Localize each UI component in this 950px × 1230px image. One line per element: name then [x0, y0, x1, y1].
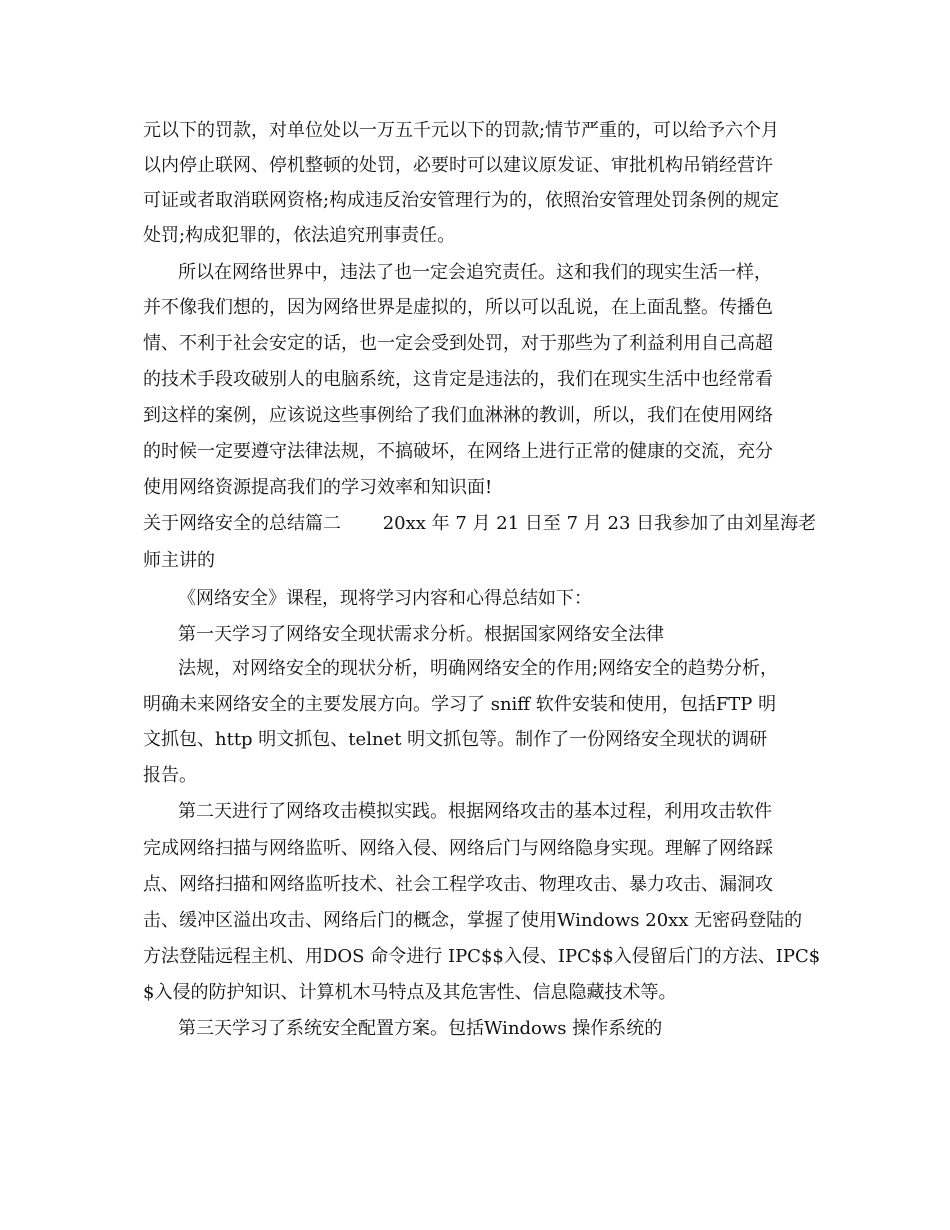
- text-line: 方法登陆远程主机、用DOS 命令进行 IPC$$入侵、IPC$$入侵留后门的方法、IPC$: [143, 946, 821, 967]
- text-line: 到这样的案例，应该说这些事例给了我们血淋淋的教训，所以，我们在使用网络: [143, 405, 773, 426]
- text-line: 以内停止联网、停机整顿的处罚，必要时可以建议原发证、审批机构吊销经营许: [143, 155, 773, 176]
- text-line: 报告。: [143, 765, 197, 786]
- text-line: 处罚;构成犯罪的，依法追究刑事责任。: [143, 225, 456, 246]
- text-line: 《网络安全》课程，现将学习内容和心得总结如下：: [178, 588, 592, 609]
- text-line: 文抓包、http 明文抓包、telnet 明文抓包等。制作了一份网络安全现状的调研: [143, 729, 768, 750]
- text-line: 使用网络资源提高我们的学习效率和知识面!: [143, 477, 493, 498]
- text-line: 可证或者取消联网资格;构成违反治安管理行为的，依照治安管理处罚条例的规定: [143, 190, 780, 211]
- text-line: 情、不利于社会安定的话，也一定会受到处罚，对于那些为了利益利用自己高超: [143, 333, 773, 354]
- text-line: 的时候一定要遵守法律法规，不搞破坏，在网络上进行正常的健康的交流，充分: [143, 441, 773, 462]
- text-line: $入侵的防护知识、计算机木马特点及其危害性、信息隐藏技术等。: [143, 982, 677, 1003]
- text-line: 明确未来网络安全的主要发展方向。学习了 sniff 软件安装和使用，包括FTP 明: [143, 694, 777, 715]
- text-line: 第二天进行了网络攻击模拟实践。根据网络攻击的基本过程，利用攻击软件: [178, 801, 772, 822]
- text-line: 法规，对网络安全的现状分析，明确网络安全的作用;网络安全的趋势分析，: [178, 658, 779, 679]
- text-line: 第三天学习了系统安全配置方案。包括Windows 操作系统的: [178, 1018, 663, 1039]
- text-line: 点、网络扫描和网络监听技术、社会工程学攻击、物理攻击、暴力攻击、漏洞攻: [143, 874, 773, 895]
- text-line: 第一天学习了网络安全现状需求分析。根据国家网络安全法律: [178, 624, 664, 645]
- text-line: 完成网络扫描与网络监听、网络入侵、网络后门与网络隐身实现。理解了网络踩: [143, 838, 773, 859]
- text-line: 元以下的罚款，对单位处以一万五千元以下的罚款;情节严重的，可以给予六个月: [143, 120, 780, 141]
- section-heading-line: 关于网络安全的总结篇二 20xx 年 7 月 21 日至 7 月 23 日我参加了由刘星海老: [143, 513, 817, 534]
- text-line: 并不像我们想的，因为网络世界是虚拟的，所以可以乱说，在上面乱整。传播色: [143, 297, 773, 318]
- text-line: 的技术手段攻破别人的电脑系统，这肯定是违法的，我们在现实生活中也经常看: [143, 369, 773, 390]
- text-line: 所以在网络世界中，违法了也一定会追究责任。这和我们的现实生活一样，: [178, 262, 772, 283]
- text-line: 师主讲的: [143, 550, 215, 571]
- text-line: 击、缓冲区溢出攻击、网络后门的概念，掌握了使用Windows 20xx 无密码登陆的: [143, 910, 803, 931]
